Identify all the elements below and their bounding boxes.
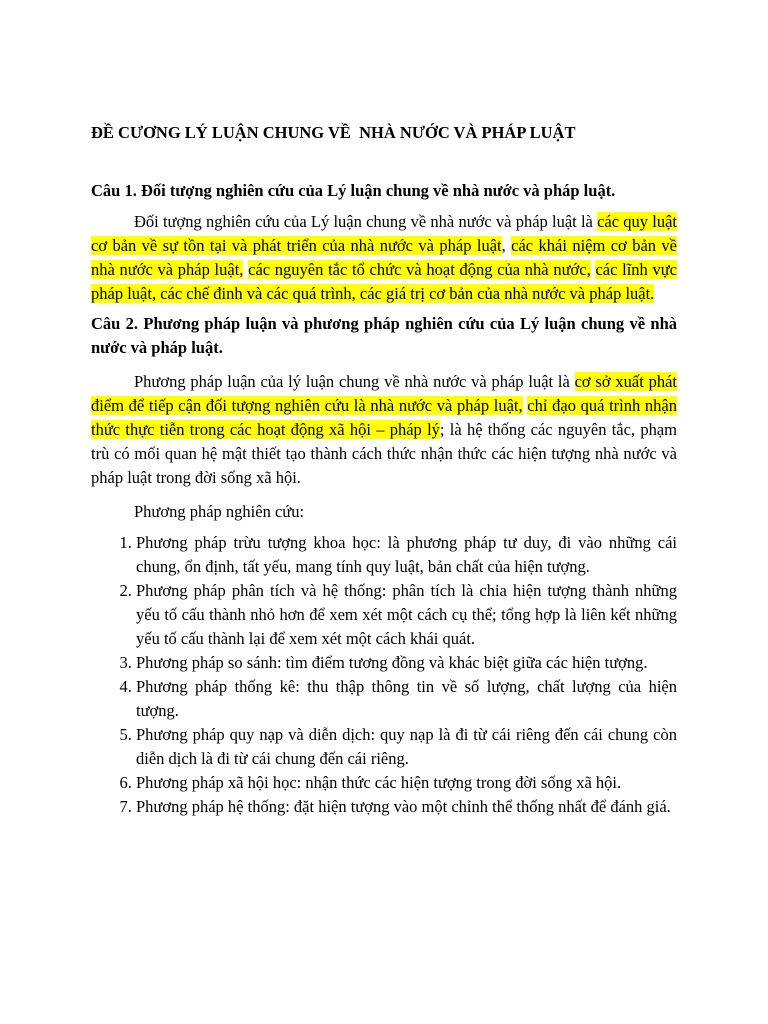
document-title: ĐỀ CƯƠNG LÝ LUẬN CHUNG VỀ NHÀ NƯỚC VÀ PHÁP LUẬT [91, 123, 576, 142]
answer-2-highlight-1: cơ sở xuất phát điểm để tiếp cận đối tượng nghiên cứu là nhà nước và pháp luật, [91, 372, 677, 415]
method-item: 2. Phương pháp phân tích và hệ thống: phân tích là chia hiện tượng thành những yếu tố cấu thành nhỏ hơn để xem xét một cách cụ thể; tổng hợp là liên kết những yếu tố cấu thành lại để xem xét một cách khái quát. [136, 579, 677, 651]
answer-2-highlight-2: chỉ đạo quá trình nhận thức thực tiễn trong các hoạt động xã hội – pháp lý [91, 396, 678, 439]
answer-2-intro: Phương pháp luận của lý luận chung về nhà nước và pháp luật là [134, 372, 575, 391]
method-item: 6. Phương pháp xã hội học: nhận thức các hiện tượng trong đời sống xã hội. [136, 771, 677, 795]
question-2-answer [91, 370, 677, 490]
method-item: 7. Phương pháp hệ thống: đặt hiện tượng vào một chỉnh thể thống nhất để đánh giá. [136, 795, 677, 819]
answer-1-highlight-3: các nguyên tắc tổ chức và hoạt động của nhà nước, [248, 260, 591, 279]
answer-1-highlight-1: các quy luật cơ bản về sự tồn tại và phát triển của nhà nước và pháp luật [91, 212, 677, 255]
method-item: 5. Phương pháp quy nạp và diễn dịch: quy nạp là đi từ cái riêng đến cái chung còn diễn dịch là đi từ cái chung đến cái riêng. [136, 723, 677, 771]
answer-1-separator-1: , [501, 236, 512, 255]
question-1-heading: Câu 1. Đối tượng nghiên cứu của Lý luận chung về nhà nước và pháp luật. [91, 181, 616, 200]
method-item: 3. Phương pháp so sánh: tìm điểm tương đồng và khác biệt giữa các hiện tượng. [136, 651, 677, 675]
answer-1-intro: Đối tượng nghiên cứu của Lý luận chung về nhà nước và pháp luật là [134, 212, 598, 231]
methods-list [91, 531, 677, 819]
method-item: 4. Phương pháp thống kê: thu thập thông tin về số lượng, chất lượng của hiện tượng. [136, 675, 677, 723]
methods-label: Phương pháp nghiên cứu: [134, 502, 305, 521]
answer-1-highlight-2: các khái niệm cơ bản về nhà nước và pháp luật, [91, 236, 677, 279]
answer-1-highlight-4: các lĩnh vực pháp luật, các chế đinh và các quá trình, các giá trị cơ bản của nhà nước và pháp luật. [91, 260, 678, 303]
document-page [91, 118, 677, 819]
answer-2-rest: ; là hệ thống các nguyên tắc, phạm trù có mối quan hệ mật thiết tạo thành cách thức nhận thức các hiện tượng nhà nước và pháp luật trong đời sống xã hội. [91, 420, 678, 487]
method-item: 1. Phương pháp trừu tượng khoa học: là phương pháp tư duy, đi vào những cái chung, ổn định, tất yếu, mang tính quy luật, bản chất của hiện tượng. [136, 531, 677, 579]
question-1-answer [91, 210, 677, 306]
question-2-heading: Câu 2. Phương pháp luận và phương pháp nghiên cứu của Lý luận chung về nhà nước và pháp luật. [91, 314, 677, 357]
